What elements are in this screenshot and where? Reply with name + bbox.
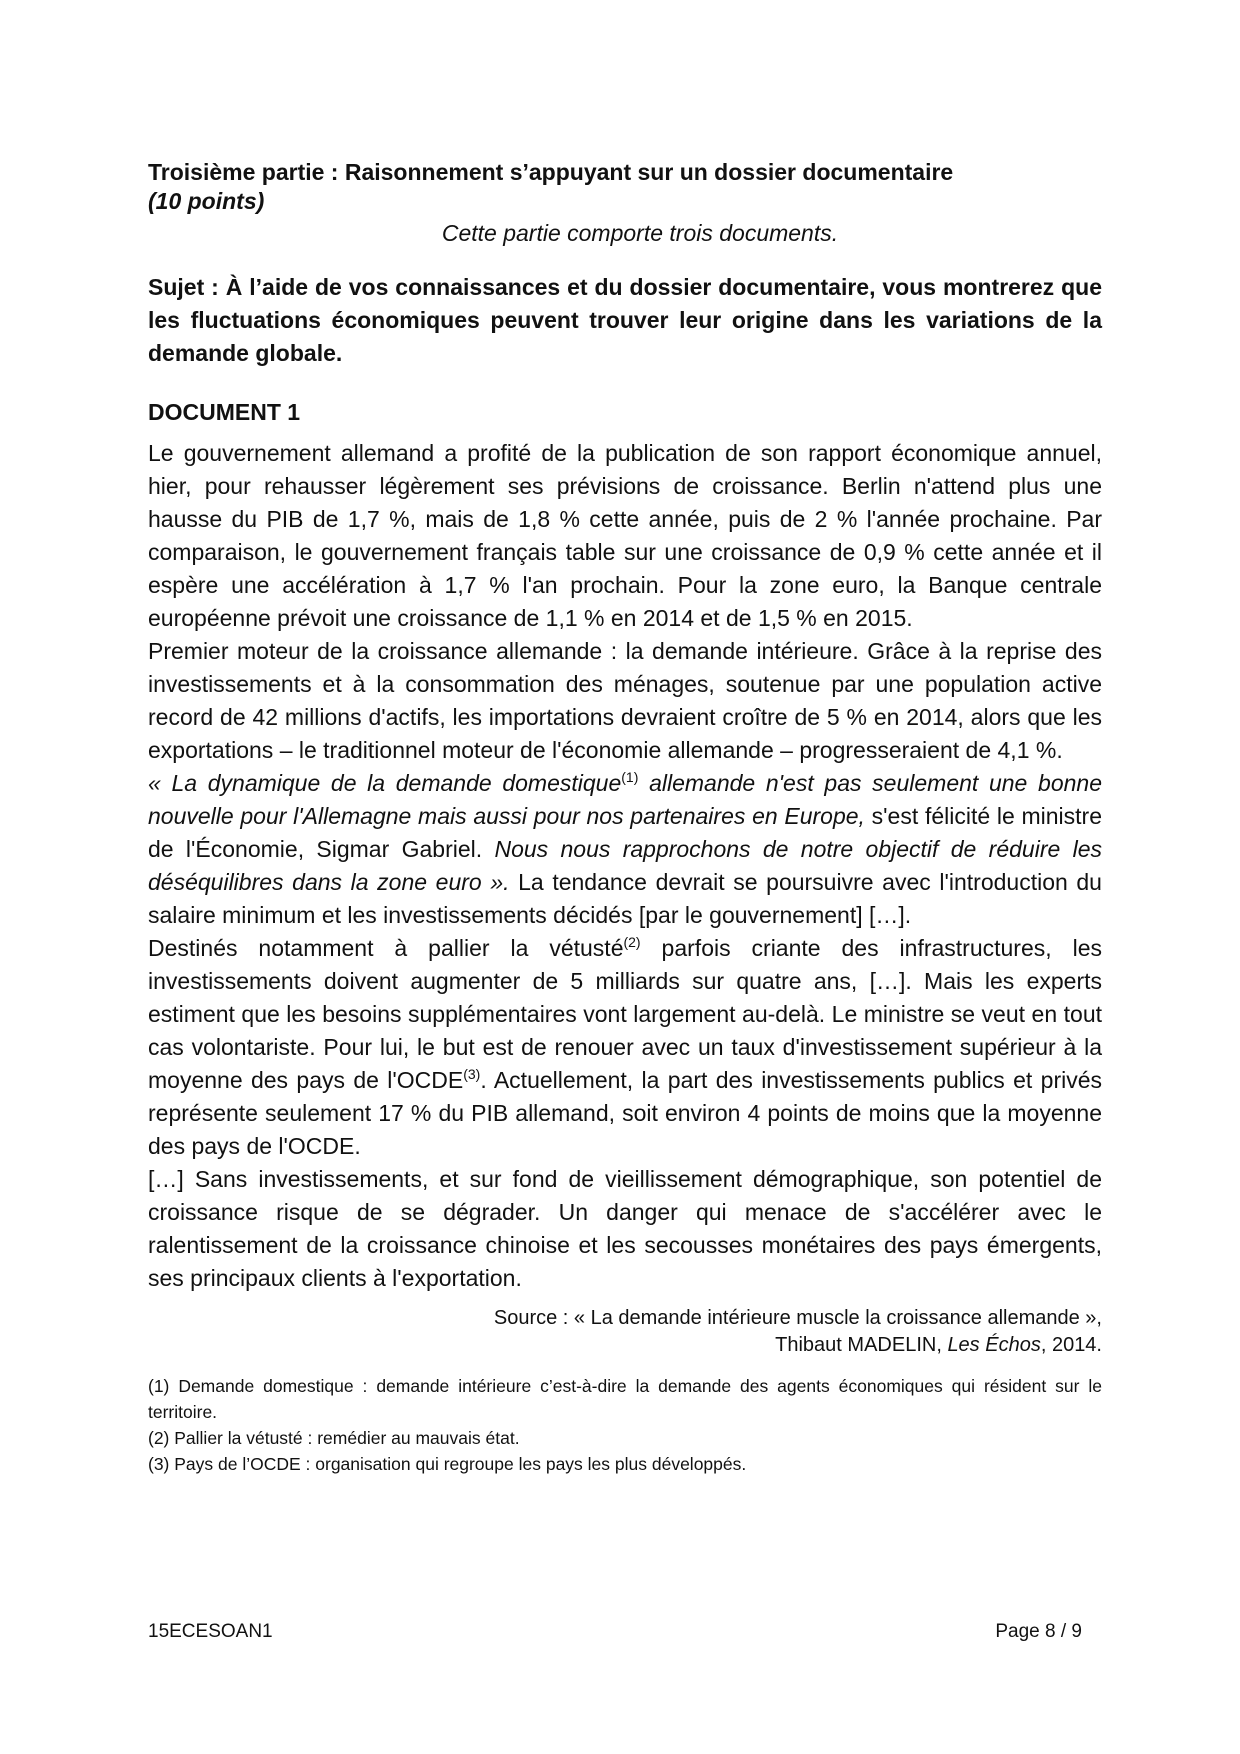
quote-attribution: s'est félicité le ministre de l'Économie, Sigmar Gabriel. [148,803,1102,862]
section-heading [148,158,1102,216]
source-citation [148,1305,1102,1359]
footnote-1: (1) Demande domestique : demande intérieure c’est-à-dire la demande des agents économiques qui résident sur le territoire. [148,1376,1102,1422]
footnotes [148,1373,1102,1477]
exam-code: 15ECESOAN1 [148,1621,273,1642]
source-year: , 2014. [1040,1334,1102,1356]
paragraph-3-end: La tendance devrait se poursuivre avec l'introduction du salaire minimum et les investissements décidés [par le gouvernement] […]. [148,869,1102,928]
paragraph-1: Le gouvernement allemand a profité de la publication de son rapport économique annuel, hier, pour rehausser légèrement ses prévisions de croissance. Berlin n'attend plus une hausse du PIB de 1,7 %, mais de 1,8 % cette année, puis de 2 % l'année prochaine. Par comparaison, le gouvernement français table sur une croissance de 0,9 % cette année et il espère une accélération à 1,7 % l'an prochain. Pour la zone euro, la Banque centrale européenne prévoit une croissance de 1,1 % en 2014 et de 1,5 % en 2015. [148,440,1102,631]
quote-part-2: allemande n'est pas seulement une bonne nouvelle pour l'Allemagne mais aussi pour nos partenaires en Europe, [148,770,1102,829]
quote-part-3: Nous nous rapprochons de notre objectif de réduire les déséquilibres dans la zone euro ». [148,836,1102,895]
page-number: Page 8 / 9 [995,1621,1082,1642]
document-title: DOCUMENT 1 [148,399,301,425]
paragraph-4-start: Destinés notamment à pallier la vétusté [148,935,624,961]
source-author: Thibaut MADELIN, [775,1334,948,1356]
paragraph-4-middle: parfois criante des infrastructures, les investissements doivent augmenter de 5 milliards sur quatre ans, […]. Mais les experts estiment que les besoins supplémentaires vont largement au-delà. Le ministre se veut en tout cas volontariste. Pour lui, le but est de renouer avec un taux d'investissement supérieur à la moyenne des pays de l'OCDE [148,935,1102,1093]
paragraph-4 [148,932,1102,1163]
section-intro: Cette partie comporte trois documents. [441,220,839,246]
section-title: Troisième partie : Raisonnement s’appuyant sur un dossier documentaire [148,159,954,185]
source-journal: Les Échos [947,1334,1041,1356]
paragraph-3 [148,767,1102,932]
paragraph-5: […] Sans investissements, et sur fond de vieillissement démographique, son potentiel de croissance risque de se dégrader. Un danger qui menace de s'accélérer avec le ralentissement de la croissance chinoise et les secousses monétaires des pays émergents, ses principaux clients à l'exportation. [148,1166,1102,1291]
footnote-2: (2) Pallier la vétusté : remédier au mauvais état. [148,1428,520,1448]
section-points: (10 points) [148,188,265,214]
exam-page [148,158,1102,1477]
paragraph-4-end: . Actuellement, la part des investissements publics et privés représente seulement 17 % du PIB allemand, soit environ 4 points de moins que la moyenne des pays de l'OCDE. [148,1067,1102,1159]
source-line-2 [148,1332,1102,1359]
quote-part-1: « La dynamique de la demande domestique [148,770,622,796]
subject-statement: Sujet : À l’aide de vos connaissances et du dossier documentaire, vous montrerez que les fluctuations économiques peuvent trouver leur origine dans les variations de la demande globale. [148,274,1102,366]
source-line-1: Source : « La demande intérieure muscle la croissance allemande », [493,1307,1102,1329]
footnote-ref-1: (1) [621,769,639,785]
paragraph-2: Premier moteur de la croissance allemande : la demande intérieure. Grâce à la reprise des investissements et à la consommation des ménages, soutenue par une population active record de 42 millions d'actifs, les importations devraient croître de 5 % en 2014, alors que les exportations – le traditionnel moteur de l'économie allemande – progresseraient de 4,1 %. [148,638,1102,763]
document-body [148,437,1102,1295]
footnote-ref-2: (2) [623,934,641,950]
footnote-3: (3) Pays de l’OCDE : organisation qui regroupe les pays les plus développés. [148,1454,747,1474]
footnote-ref-3: (3) [463,1066,481,1082]
